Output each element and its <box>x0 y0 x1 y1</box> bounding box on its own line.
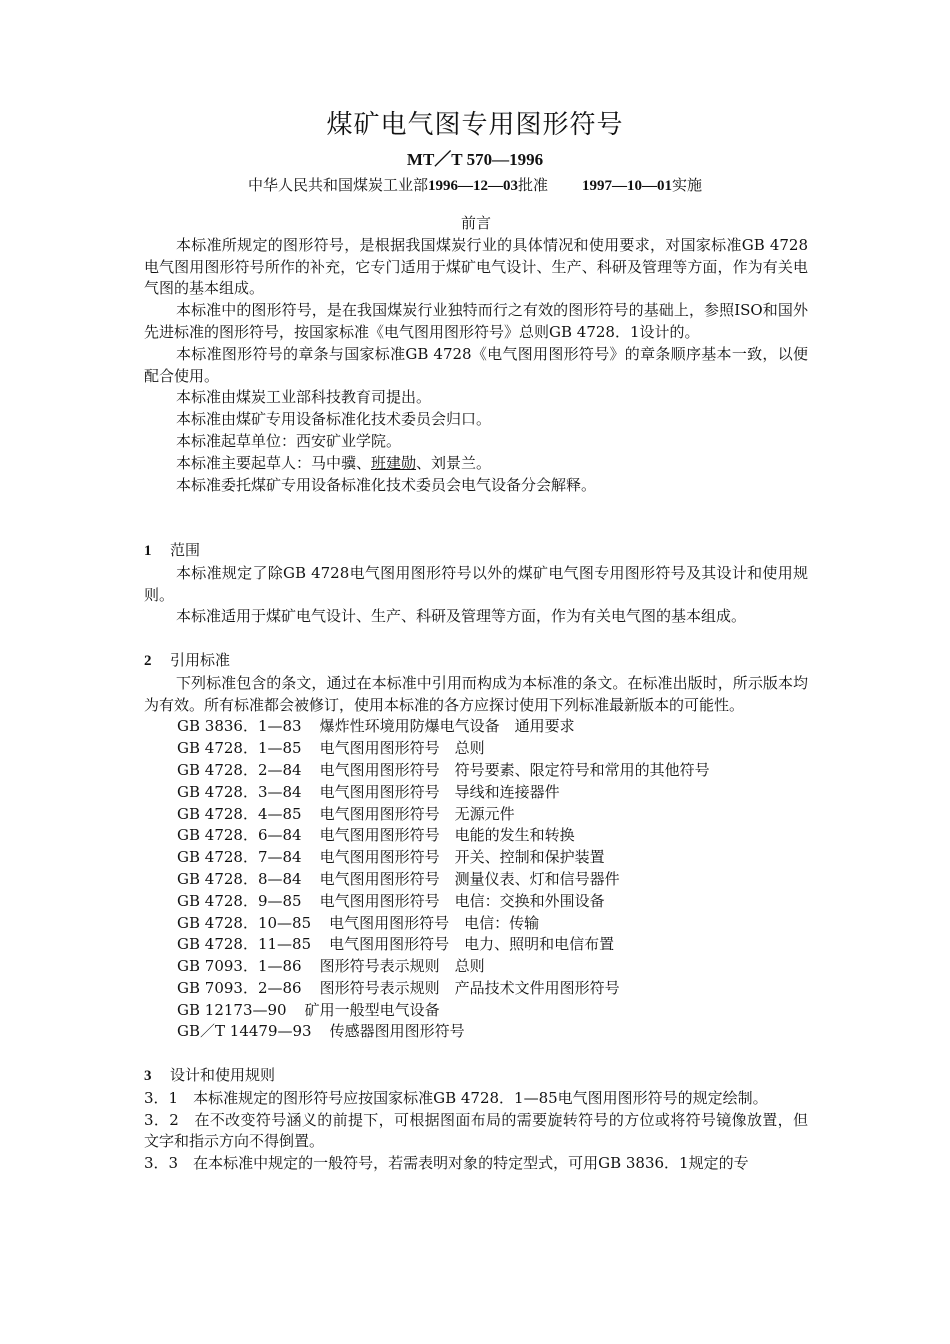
reference-title: 图形符号表示规则 产品技术文件用图形符号 <box>319 978 620 997</box>
section-number: 1 <box>144 542 152 559</box>
reference-code: GB 4728．7—84 <box>177 848 302 867</box>
reference-title: 电气图用图形符号 总则 <box>319 739 485 758</box>
reference-code: GB／T 14479—93 <box>177 1022 312 1041</box>
reference-title: 电气图用图形符号 电力、照明和电信布置 <box>329 935 615 954</box>
reference-item <box>144 1021 808 1043</box>
reference-code: GB 12173—90 <box>177 1000 287 1019</box>
reference-code: GB 4728．9—85 <box>177 891 302 910</box>
reference-title: 电气图用图形符号 无源元件 <box>319 804 515 823</box>
reference-code: GB 4728．3—84 <box>177 782 302 801</box>
clause: 3．1 本标准规定的图形符号应按国家标准GB 4728．1—85电气图用图形符号的规定绘制。 <box>144 1088 768 1107</box>
approval-word: 批准 <box>517 176 548 194</box>
approval-org: 中华人民共和国煤炭工业部 <box>247 176 428 194</box>
reference-code: GB 4728．11—85 <box>177 935 312 954</box>
drafter-underlined: 班建勋 <box>371 453 417 472</box>
reference-title: 图形符号表示规则 总则 <box>319 957 485 976</box>
section-paragraph: 本标准规定了除GB 4728电气图用图形符号以外的煤矿电气图专用图形符号及其设计和使用规则。 <box>144 563 808 604</box>
reference-item <box>144 978 808 1000</box>
drafters-suffix: 、刘景兰。 <box>416 453 492 472</box>
reference-code: GB 4728．1—85 <box>177 739 302 758</box>
section-title: 设计和使用规则 <box>170 1066 276 1085</box>
foreword-paragraph: 本标准图形符号的章条与国家标准GB 4728《电气图用图形符号》的章条顺序基本一致，以便配合使用。 <box>144 344 808 385</box>
reference-code: GB 4728．10—85 <box>177 913 312 932</box>
document-body <box>144 213 808 1175</box>
foreword-drafters <box>144 453 808 475</box>
drafters-prefix: 本标准主要起草人：马中骥、 <box>176 453 372 472</box>
clause: 3．3 在本标准中规定的一般符号，若需表明对象的特定型式，可用GB 3836．1规定的专 <box>144 1154 749 1173</box>
approval-date: 1996—12—03 <box>427 178 518 194</box>
reference-item <box>144 782 808 804</box>
reference-title: 电气图用图形符号 电能的发生和转换 <box>319 826 575 845</box>
document-title: 煤矿电气图专用图形符号 <box>326 110 624 140</box>
reference-item <box>144 913 808 935</box>
reference-item <box>144 825 808 847</box>
effective-word: 实施 <box>672 176 703 194</box>
reference-code: GB 4728．4—85 <box>177 804 302 823</box>
reference-title: 矿用一般型电气设备 <box>304 1000 440 1019</box>
section-paragraph: 本标准适用于煤矿电气设计、生产、科研及管理等方面，作为有关电气图的基本组成。 <box>176 607 747 626</box>
reference-item <box>144 738 808 760</box>
section-title: 引用标准 <box>170 650 231 669</box>
approval-line <box>0 175 950 196</box>
reference-item <box>144 716 808 738</box>
section-title: 范围 <box>170 540 201 559</box>
reference-item <box>144 760 808 782</box>
reference-item <box>144 934 808 956</box>
reference-code: GB 4728．8—84 <box>177 869 302 888</box>
reference-code: GB 3836．1—83 <box>177 717 302 736</box>
clause: 3．2 在不改变符号涵义的前提下，可根据图面布局的需要旋转符号的方位或将符号镜像放置，但文字和指示方向不得倒置。 <box>144 1110 808 1151</box>
foreword-paragraph: 本标准所规定的图形符号，是根据我国煤炭行业的具体情况和使用要求，对国家标准GB 4728电气图用图形符号所作的补充，它专门适用于煤矿电气设计、生产、科研及管理等方面，作为有关电气图的基本组成。 <box>144 235 808 298</box>
reference-title: 电气图用图形符号 符号要素、限定符号和常用的其他符号 <box>319 760 710 779</box>
foreword-title: 前言 <box>460 214 491 232</box>
section-heading <box>144 1065 808 1088</box>
reference-item <box>144 869 808 891</box>
reference-item <box>144 956 808 978</box>
standard-number: MT／T 570—1996 <box>406 150 544 169</box>
section-paragraph: 下列标准包含的条文，通过在本标准中引用而构成为本标准的条文。在标准出版时，所示版本均为有效。所有标准都会被修订，使用本标准的各方应探讨使用下列标准最新版本的可能性。 <box>144 673 808 714</box>
section-heading <box>144 540 808 563</box>
reference-item <box>144 804 808 826</box>
reference-code: GB 7093．2—86 <box>177 978 302 997</box>
reference-title: 传感器图用图形符号 <box>329 1022 465 1041</box>
section-number: 2 <box>144 652 152 669</box>
reference-item <box>144 847 808 869</box>
reference-code: GB 7093．1—86 <box>177 957 302 976</box>
reference-title: 电气图用图形符号 测量仪表、灯和信号器件 <box>319 869 620 888</box>
reference-code: GB 4728．6—84 <box>177 826 302 845</box>
section-number: 3 <box>144 1068 152 1085</box>
reference-title: 爆炸性环境用防爆电气设备 通用要求 <box>319 717 575 736</box>
effective-date: 1997—10—01 <box>582 178 672 194</box>
reference-code: GB 4728．2—84 <box>177 760 302 779</box>
foreword-paragraph: 本标准委托煤矿专用设备标准化技术委员会电气设备分会解释。 <box>176 475 597 494</box>
reference-title: 电气图用图形符号 导线和连接器件 <box>319 782 560 801</box>
foreword-paragraph: 本标准起草单位：西安矿业学院。 <box>176 431 402 450</box>
foreword-paragraph: 本标准中的图形符号，是在我国煤炭行业独特而行之有效的图形符号的基础上，参照ISO和国外先进标准的图形符号，按国家标准《电气图用图形符号》总则GB 4728．1设计的。 <box>144 301 808 341</box>
reference-title: 电气图用图形符号 电信：交换和外围设备 <box>319 891 605 910</box>
reference-item <box>144 891 808 913</box>
reference-item <box>144 1000 808 1022</box>
section-heading <box>144 650 808 673</box>
foreword-paragraph: 本标准由煤矿专用设备标准化技术委员会归口。 <box>176 410 492 429</box>
reference-title: 电气图用图形符号 电信：传输 <box>329 913 540 932</box>
reference-list <box>144 716 808 1043</box>
foreword-paragraph: 本标准由煤炭工业部科技教育司提出。 <box>176 388 432 407</box>
reference-title: 电气图用图形符号 开关、控制和保护装置 <box>319 848 605 867</box>
